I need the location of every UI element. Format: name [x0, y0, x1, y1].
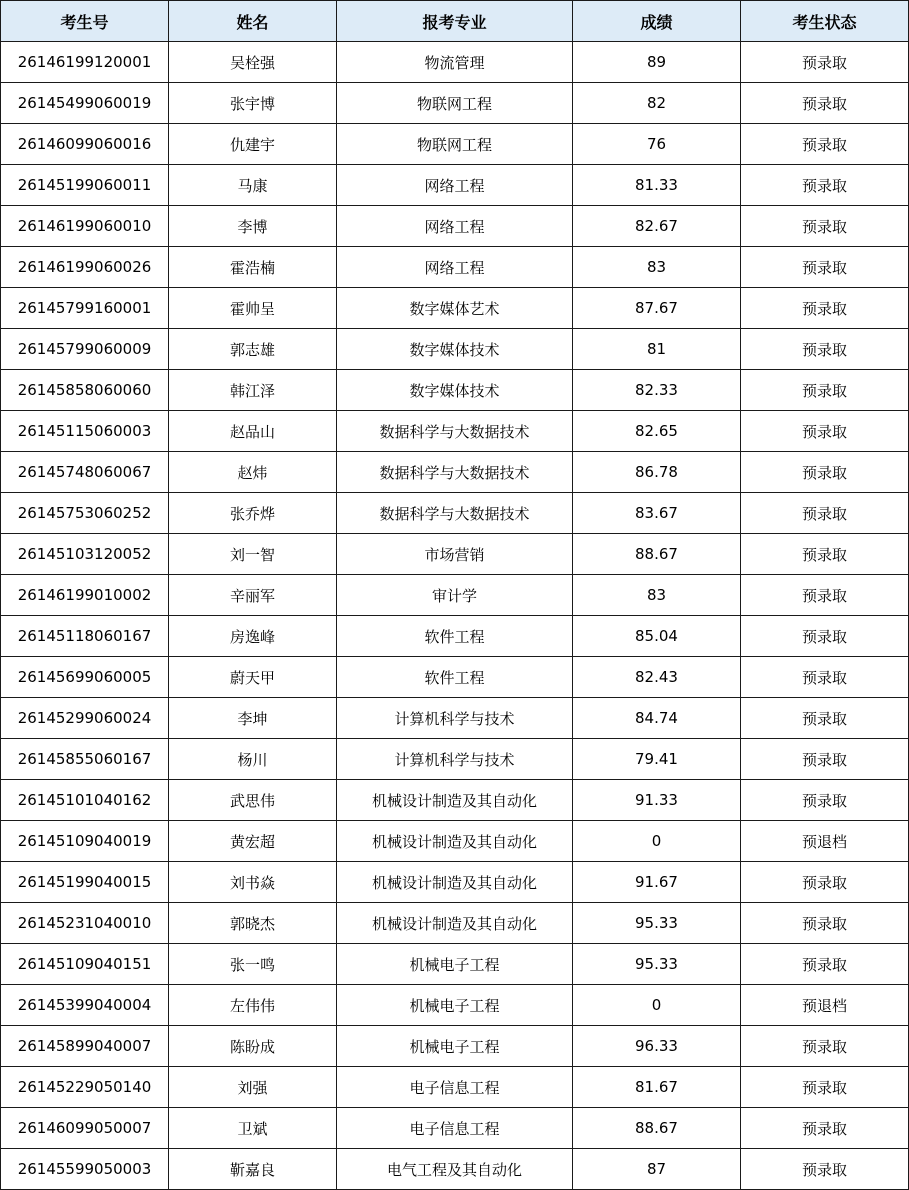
- cell-score: 88.67: [573, 534, 741, 575]
- cell-status: 预录取: [741, 944, 909, 985]
- cell-score: 87: [573, 1149, 741, 1190]
- table-header: [1, 1, 909, 42]
- header-score: 成绩: [573, 1, 741, 42]
- cell-major: 数字媒体技术: [337, 370, 573, 411]
- cell-name: 赵品山: [169, 411, 337, 452]
- table-row: [1, 985, 909, 1026]
- cell-status: 预录取: [741, 329, 909, 370]
- cell-status: 预录取: [741, 739, 909, 780]
- table-row: [1, 903, 909, 944]
- header-exam-number: 考生号: [1, 1, 169, 42]
- cell-name: 房逸峰: [169, 616, 337, 657]
- cell-score: 83: [573, 575, 741, 616]
- cell-status: 预退档: [741, 985, 909, 1026]
- cell-exam-number: 26145753060252: [1, 493, 169, 534]
- header-name: 姓名: [169, 1, 337, 42]
- cell-major: 计算机科学与技术: [337, 698, 573, 739]
- cell-score: 81.67: [573, 1067, 741, 1108]
- cell-name: 靳嘉良: [169, 1149, 337, 1190]
- cell-score: 95.33: [573, 944, 741, 985]
- cell-status: 预录取: [741, 247, 909, 288]
- cell-name: 郭志雄: [169, 329, 337, 370]
- cell-status: 预录取: [741, 42, 909, 83]
- cell-score: 91.33: [573, 780, 741, 821]
- cell-status: 预录取: [741, 780, 909, 821]
- cell-exam-number: 26145399040004: [1, 985, 169, 1026]
- cell-major: 机械设计制造及其自动化: [337, 903, 573, 944]
- cell-exam-number: 26145748060067: [1, 452, 169, 493]
- cell-major: 物流管理: [337, 42, 573, 83]
- cell-score: 84.74: [573, 698, 741, 739]
- cell-name: 吴栓强: [169, 42, 337, 83]
- cell-score: 81.33: [573, 165, 741, 206]
- cell-name: 韩江泽: [169, 370, 337, 411]
- cell-status: 预录取: [741, 83, 909, 124]
- cell-major: 网络工程: [337, 206, 573, 247]
- cell-major: 软件工程: [337, 657, 573, 698]
- cell-major: 机械设计制造及其自动化: [337, 821, 573, 862]
- cell-major: 审计学: [337, 575, 573, 616]
- cell-score: 79.41: [573, 739, 741, 780]
- cell-major: 数字媒体技术: [337, 329, 573, 370]
- cell-name: 张一鸣: [169, 944, 337, 985]
- table-row: [1, 575, 909, 616]
- cell-status: 预录取: [741, 698, 909, 739]
- cell-name: 赵炜: [169, 452, 337, 493]
- cell-status: 预录取: [741, 288, 909, 329]
- cell-major: 机械电子工程: [337, 944, 573, 985]
- cell-name: 霍帅呈: [169, 288, 337, 329]
- cell-exam-number: 26145109040151: [1, 944, 169, 985]
- cell-score: 85.04: [573, 616, 741, 657]
- cell-exam-number: 26145499060019: [1, 83, 169, 124]
- table-row: [1, 124, 909, 165]
- cell-major: 软件工程: [337, 616, 573, 657]
- table-row: [1, 698, 909, 739]
- cell-exam-number: 26146199120001: [1, 42, 169, 83]
- cell-name: 陈盼成: [169, 1026, 337, 1067]
- cell-status: 预录取: [741, 452, 909, 493]
- cell-major: 机械设计制造及其自动化: [337, 780, 573, 821]
- cell-status: 预录取: [741, 534, 909, 575]
- cell-exam-number: 26145103120052: [1, 534, 169, 575]
- cell-major: 数据科学与大数据技术: [337, 493, 573, 534]
- cell-exam-number: 26145229050140: [1, 1067, 169, 1108]
- cell-major: 机械电子工程: [337, 1026, 573, 1067]
- cell-status: 预录取: [741, 165, 909, 206]
- cell-exam-number: 26145299060024: [1, 698, 169, 739]
- cell-score: 82: [573, 83, 741, 124]
- cell-exam-number: 26145799060009: [1, 329, 169, 370]
- cell-exam-number: 26145199060011: [1, 165, 169, 206]
- cell-major: 机械电子工程: [337, 985, 573, 1026]
- cell-major: 计算机科学与技术: [337, 739, 573, 780]
- cell-status: 预录取: [741, 411, 909, 452]
- header-major: 报考专业: [337, 1, 573, 42]
- cell-exam-number: 26145699060005: [1, 657, 169, 698]
- header-status: 考生状态: [741, 1, 909, 42]
- cell-name: 刘强: [169, 1067, 337, 1108]
- table-row: [1, 247, 909, 288]
- cell-score: 82.33: [573, 370, 741, 411]
- cell-status: 预退档: [741, 821, 909, 862]
- cell-status: 预录取: [741, 124, 909, 165]
- cell-status: 预录取: [741, 493, 909, 534]
- cell-status: 预录取: [741, 1149, 909, 1190]
- cell-name: 霍浩楠: [169, 247, 337, 288]
- cell-status: 预录取: [741, 657, 909, 698]
- table-row: [1, 862, 909, 903]
- cell-exam-number: 26145858060060: [1, 370, 169, 411]
- table-row: [1, 329, 909, 370]
- cell-score: 83.67: [573, 493, 741, 534]
- cell-name: 张乔烨: [169, 493, 337, 534]
- cell-exam-number: 26145899040007: [1, 1026, 169, 1067]
- cell-score: 88.67: [573, 1108, 741, 1149]
- table-row: [1, 206, 909, 247]
- table-row: [1, 616, 909, 657]
- cell-status: 预录取: [741, 862, 909, 903]
- table-row: [1, 493, 909, 534]
- cell-score: 82.65: [573, 411, 741, 452]
- header-row: [1, 1, 909, 42]
- cell-status: 预录取: [741, 1067, 909, 1108]
- table-row: [1, 288, 909, 329]
- cell-name: 郭晓杰: [169, 903, 337, 944]
- cell-exam-number: 26146199010002: [1, 575, 169, 616]
- cell-exam-number: 26146199060010: [1, 206, 169, 247]
- cell-exam-number: 26146099050007: [1, 1108, 169, 1149]
- cell-score: 82.43: [573, 657, 741, 698]
- table-row: [1, 780, 909, 821]
- cell-exam-number: 26145199040015: [1, 862, 169, 903]
- table-body: [1, 42, 909, 1190]
- cell-name: 马康: [169, 165, 337, 206]
- cell-major: 电子信息工程: [337, 1108, 573, 1149]
- cell-score: 95.33: [573, 903, 741, 944]
- cell-score: 0: [573, 821, 741, 862]
- cell-name: 杨川: [169, 739, 337, 780]
- cell-score: 96.33: [573, 1026, 741, 1067]
- cell-exam-number: 26145109040019: [1, 821, 169, 862]
- cell-name: 武思伟: [169, 780, 337, 821]
- cell-major: 物联网工程: [337, 83, 573, 124]
- cell-exam-number: 26145599050003: [1, 1149, 169, 1190]
- cell-exam-number: 26145231040010: [1, 903, 169, 944]
- cell-name: 刘一智: [169, 534, 337, 575]
- cell-score: 81: [573, 329, 741, 370]
- table-row: [1, 944, 909, 985]
- cell-score: 82.67: [573, 206, 741, 247]
- cell-name: 张宇博: [169, 83, 337, 124]
- cell-status: 预录取: [741, 575, 909, 616]
- cell-exam-number: 26145115060003: [1, 411, 169, 452]
- cell-name: 卫斌: [169, 1108, 337, 1149]
- cell-name: 刘书焱: [169, 862, 337, 903]
- cell-name: 左伟伟: [169, 985, 337, 1026]
- cell-status: 预录取: [741, 370, 909, 411]
- cell-status: 预录取: [741, 903, 909, 944]
- table-row: [1, 1026, 909, 1067]
- cell-name: 辛丽军: [169, 575, 337, 616]
- cell-major: 数据科学与大数据技术: [337, 452, 573, 493]
- cell-status: 预录取: [741, 206, 909, 247]
- table-row: [1, 83, 909, 124]
- table-row: [1, 370, 909, 411]
- cell-major: 市场营销: [337, 534, 573, 575]
- table-row: [1, 534, 909, 575]
- cell-exam-number: 26146199060026: [1, 247, 169, 288]
- cell-major: 网络工程: [337, 247, 573, 288]
- table-row: [1, 1108, 909, 1149]
- cell-major: 数据科学与大数据技术: [337, 411, 573, 452]
- table-row: [1, 165, 909, 206]
- cell-major: 网络工程: [337, 165, 573, 206]
- cell-name: 李博: [169, 206, 337, 247]
- cell-major: 数字媒体艺术: [337, 288, 573, 329]
- table-row: [1, 739, 909, 780]
- cell-name: 蔚天甲: [169, 657, 337, 698]
- table-row: [1, 42, 909, 83]
- table-row: [1, 1067, 909, 1108]
- cell-score: 86.78: [573, 452, 741, 493]
- cell-status: 预录取: [741, 1108, 909, 1149]
- cell-exam-number: 26145855060167: [1, 739, 169, 780]
- cell-status: 预录取: [741, 616, 909, 657]
- cell-name: 黄宏超: [169, 821, 337, 862]
- table-row: [1, 657, 909, 698]
- cell-exam-number: 26145101040162: [1, 780, 169, 821]
- cell-score: 91.67: [573, 862, 741, 903]
- cell-score: 83: [573, 247, 741, 288]
- cell-status: 预录取: [741, 1026, 909, 1067]
- cell-major: 电子信息工程: [337, 1067, 573, 1108]
- cell-exam-number: 26146099060016: [1, 124, 169, 165]
- table-row: [1, 452, 909, 493]
- cell-score: 0: [573, 985, 741, 1026]
- cell-major: 机械设计制造及其自动化: [337, 862, 573, 903]
- cell-name: 李坤: [169, 698, 337, 739]
- cell-score: 76: [573, 124, 741, 165]
- cell-name: 仇建宇: [169, 124, 337, 165]
- cell-major: 物联网工程: [337, 124, 573, 165]
- table-row: [1, 411, 909, 452]
- table-row: [1, 821, 909, 862]
- cell-exam-number: 26145799160001: [1, 288, 169, 329]
- cell-major: 电气工程及其自动化: [337, 1149, 573, 1190]
- cell-score: 89: [573, 42, 741, 83]
- table-row: [1, 1149, 909, 1190]
- cell-exam-number: 26145118060167: [1, 616, 169, 657]
- cell-score: 87.67: [573, 288, 741, 329]
